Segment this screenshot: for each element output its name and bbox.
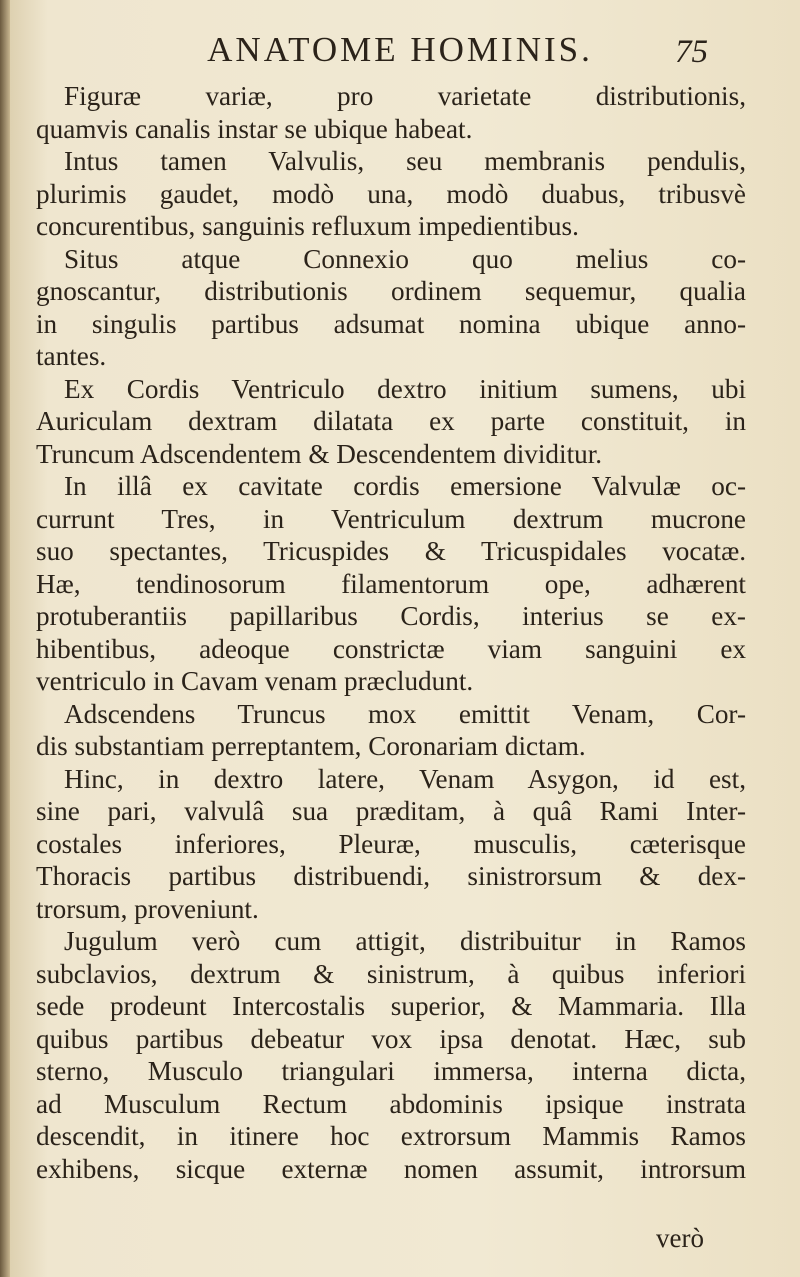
text-line: Auriculam dextram dilatata ex parte constituit, in xyxy=(36,406,746,436)
page-header xyxy=(0,30,800,80)
text-line: Jugulum verò cum attigit, distribuitur in Ramos xyxy=(64,926,746,956)
text-line: suo spectantes, Tricuspides & Tricuspidales vocatæ. xyxy=(36,536,746,566)
text-line: currunt Tres, in Ventriculum dextrum mucrone xyxy=(36,503,746,534)
text-line: quibus partibus debeatur vox ipsa denotat. Hæc, sub xyxy=(36,1023,746,1054)
text-line: in singulis partibus adsumat nomina ubique anno- xyxy=(36,308,746,339)
text-line: ventriculo in Cavam venam præcludunt. xyxy=(36,666,474,696)
text-line: Figuræ variæ, pro varietate distributionis, xyxy=(64,81,746,111)
text-line: In illâ ex cavitate cordis emersione Valvulæ oc- xyxy=(64,471,746,501)
page-gutter-edge xyxy=(0,0,10,1277)
page-number: 75 xyxy=(675,34,708,70)
text-line: quamvis canalis instar se ubique habeat. xyxy=(36,113,473,144)
text-line: costales inferiores, Pleuræ, musculis, cæterisque xyxy=(36,828,746,859)
text-line: sine pari, valvulâ sua præditam, à quâ Rami Inter- xyxy=(36,796,746,826)
text-line: dis substantiam perreptantem, Coronariam dictam. xyxy=(36,731,586,761)
text-line: Intus tamen Valvulis, seu membranis pendulis, xyxy=(64,146,746,176)
text-line: Situs atque Connexio quo melius co- xyxy=(64,243,746,274)
running-head: ANATOME HOMINIS. xyxy=(207,30,593,69)
text-line: hibentibus, adeoque constrictæ viam sanguini ex xyxy=(36,633,746,664)
text-line: exhibens, sicque externæ nomen assumit, introrsum xyxy=(36,1153,746,1184)
text-line: sterno, Musculo triangulari immersa, interna dicta, xyxy=(36,1056,746,1086)
text-line: plurimis gaudet, modò una, modò duabus, tribusvè xyxy=(36,178,746,209)
text-line: Hinc, in dextro latere, Venam Asygon, id est, xyxy=(64,763,746,794)
text-line: Ex Cordis Ventriculo dextro initium sumens, ubi xyxy=(64,373,746,404)
text-line: protuberantiis papillaribus Cordis, interius se ex- xyxy=(36,601,746,631)
text-line: trorsum, proveniunt. xyxy=(36,893,259,924)
text-line: ad Musculum Rectum abdominis ipsique instrata xyxy=(36,1088,746,1119)
text-line: concurentibus, sanguinis refluxum impedientibus. xyxy=(36,211,579,241)
text-line: sede prodeunt Intercostalis superior, & Mammaria. Illa xyxy=(36,991,746,1021)
text-line: subclavios, dextrum & sinistrum, à quibus inferiori xyxy=(36,958,746,989)
text-line: Thoracis partibus distribuendi, sinistrorsum & dex- xyxy=(36,861,746,891)
text-line: descendit, in itinere hoc extrorsum Mammis Ramos xyxy=(36,1121,746,1151)
text-line: Adscendens Truncus mox emittit Venam, Cor- xyxy=(64,698,746,729)
body-text xyxy=(36,80,746,1185)
text-line: Truncum Adscendentem & Descendentem dividitur. xyxy=(36,438,603,469)
text-line: gnoscantur, distributionis ordinem sequemur, qualia xyxy=(36,276,746,306)
text-line: tantes. xyxy=(36,341,107,371)
catchword: verò xyxy=(656,1223,704,1253)
text-line: Hæ, tendinosorum filamentorum ope, adhærent xyxy=(36,568,746,599)
